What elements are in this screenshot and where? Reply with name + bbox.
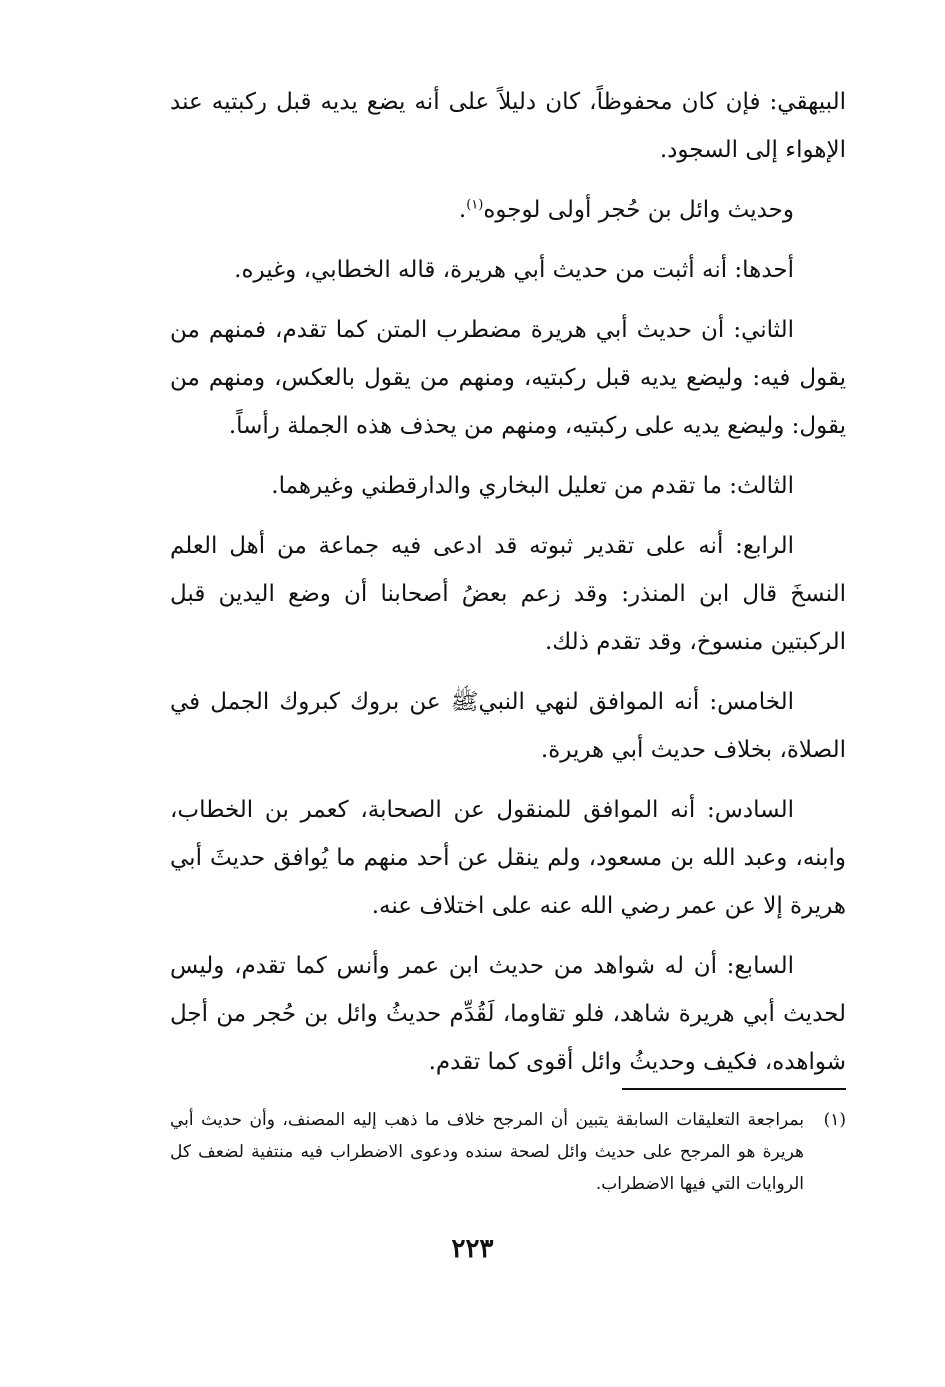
footnote-mark: (١)	[823, 1110, 846, 1130]
paragraph-bayhaqi: البيهقي: فإن كان محفوظاً، كان دليلاً على أنه يضع يديه قبل ركبتيه عند الإهواء إلى السجود.	[170, 89, 846, 163]
footnote-reference[interactable]: (١)	[466, 197, 484, 213]
footnote	[170, 1104, 846, 1200]
paragraph-sixth-reason: السادس: أنه الموافق للمنقول عن الصحابة، كعمر بن الخطاب، وابنه، وعبد الله بن مسعود، ولم ينقل عن أحد منهم ما يُوافق حديثَ أبي هريرة إلا عن عمر رضي الله عنه على اختلاف عنه.	[170, 797, 846, 919]
paragraph-first-reason: أحدها: أنه أثبت من حديث أبي هريرة، قاله الخطابي، وغيره.	[234, 257, 794, 283]
paragraph-second-reason: الثاني: أن حديث أبي هريرة مضطرب المتن كما تقدم، فمنهم من يقول فيه: وليضع يديه قبل ركبتيه، ومنهم من يقول بالعكس، ومنهم من يقول: وليضع يديه على ركبتيه، ومنهم من يحذف هذه الجملة رأساً.	[170, 317, 846, 439]
paragraph-fourth-reason: الرابع: أنه على تقدير ثبوته قد ادعى فيه جماعة من أهل العلم النسخَ قال ابن المنذر: وقد زعم بعضُ أصحابنا أن وضع اليدين قبل الركبتين منسوخ، وقد تقدم ذلك.	[170, 533, 846, 655]
paragraph-third-reason: الثالث: ما تقدم من تعليل البخاري والدارقطني وغيرهما.	[271, 473, 794, 499]
wail-hadith-text: وحديث وائل بن حُجر أولى لوجوه	[483, 197, 794, 223]
page-number: ٢٢٣	[451, 1234, 494, 1264]
wail-hadith-end: .	[458, 197, 467, 223]
paragraph-wail-hadith	[170, 186, 846, 234]
paragraph-seventh-reason: السابع: أن له شواهد من حديث ابن عمر وأنس كما تقدم، وليس لحديث أبي هريرة شاهد، فلو تقاوما، لَقُدِّم حديثُ وائل بن حُجر من أجل شواهده، فكيف وحديثُ وائل أقوى كما تقدم.	[170, 953, 846, 1075]
main-text	[170, 78, 846, 1098]
footnote-text: بمراجعة التعليقات السابقة يتبين أن المرجح خلاف ما ذهب إليه المصنف، وأن حديث أبي هريرة هو المرجح على حديث وائل لصحة سنده ودعوى الاضطراب فيه منتفية لضعف كل الروايات التي فيها الاضطراب.	[170, 1110, 804, 1194]
footnote-divider	[622, 1088, 846, 1090]
paragraph-fifth-reason: الخامس: أنه الموافق لنهي النبيﷺ عن بروك كبروك الجمل في الصلاة، بخلاف حديث أبي هريرة.	[170, 689, 846, 763]
